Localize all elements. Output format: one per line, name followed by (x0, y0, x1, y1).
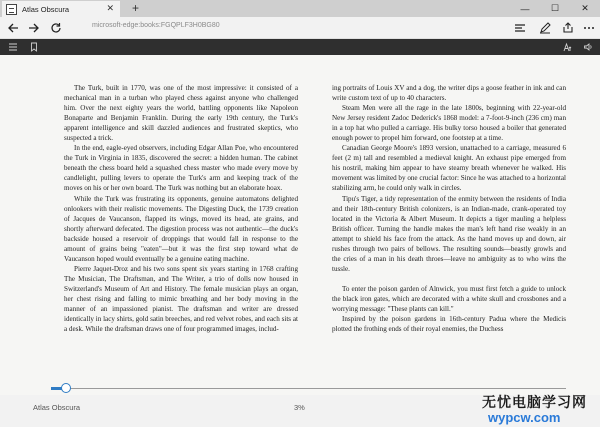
paragraph: Steam Men were all the rage in the late 1800s, beginning with 22-year-old New Jersey resident Zadoc Dederick's 1868 model: a 7-foot-9-inch (236 cm) man in a top hat who pulled a carriage. His bulky torso housed a boiler that generated enough power to propel him forward, one footstep at a time. (332, 104, 566, 143)
bookmark-icon[interactable] (28, 41, 40, 53)
hub-icon[interactable] (512, 20, 528, 36)
refresh-icon[interactable] (48, 20, 64, 36)
progress-slider-thumb[interactable] (61, 383, 71, 393)
paragraph: The Turk, built in 1770, was one of the most impressive: it consisted of a mechanical man in a turban who played chess against anyone who challenged him. Over the next eighty years the world, battling opponents like Napoleon Bonaparte and Benjamin Franklin. During the early 19th century, the Turk's apparent intelligence and skill dazzled audiences and frustrated skeptics, who suspected a trick. (64, 84, 298, 143)
paragraph: ing portraits of Louis XV and a dog, the writer dips a goose feather in ink and can write custom text of up to 40 characters. (332, 84, 566, 103)
paragraph: Tipu's Tiger, a tidy representation of the enmity between the residents of India and their 18th-century British colonizers, is an Indian-made, crank-operated toy located in the Victoria & Albert Museum. It depicts a tiger mauling a helpless British officer. Turning the handle makes the man's left hand rise weakly in an attempt to shield his face from the attack. As the hand moves up and down, air rushes through two pairs of bellows. The resulting sounds—beastly growls and the cries of a man in his death throes—leave no ambiguity as to who wins the tussle. (332, 194, 566, 273)
reader-toolbar (0, 39, 600, 55)
watermark-url: wypcw.com (488, 410, 561, 425)
page-icon (6, 4, 17, 15)
web-note-icon[interactable] (537, 20, 553, 36)
watermark-title: 无忧电脑学习网 (482, 394, 587, 410)
address-bar[interactable]: microsoft-edge:books:FGQPLF3H0BG80 (92, 22, 220, 29)
navigation-bar (0, 17, 600, 39)
paragraph: To enter the poison garden of Alnwick, you must first fetch a guide to unlock the black iron gates, which are decorated with a white skull and crossbones and a worrying message: "These plants can kill." (332, 284, 566, 313)
text-options-icon[interactable] (562, 41, 574, 53)
more-icon[interactable] (581, 20, 597, 36)
right-text-column (332, 83, 566, 334)
paragraph: Pierre Jaquet-Droz and his two sons spent six years starting in 1768 crafting The Musician, The Draftsman, and The Writer, a trio of dolls now housed in Switzerland's Museum of Art and History. The female musician plays an organ, her chest rising and falling to mimic breathing and her body moving in the manner of an impassioned pianist. The draftsman and writer are dressed identically in lacy shirts, gold satin breeches, and red velvet robes, and each sits at a desk. While the draftsman draws one of four programmed images, includ- (64, 264, 298, 334)
book-page (0, 55, 600, 395)
close-window-button[interactable]: ✕ (581, 3, 589, 13)
tab-close-icon[interactable]: ✕ (106, 3, 114, 13)
back-arrow-icon[interactable] (5, 20, 21, 36)
table-of-contents-icon[interactable] (7, 41, 19, 53)
forward-arrow-icon[interactable] (26, 20, 42, 36)
share-icon[interactable] (560, 20, 576, 36)
new-tab-icon[interactable]: + (132, 1, 140, 15)
left-text-column (64, 83, 298, 334)
paragraph: Canadian George Moore's 1893 version, unattached to a carriage, measured 6 feet (2 m) tall and resembled a medieval knight. An exhaust pipe emerged from his nostril, making him appear to have steamy breath whenever he walked. His movement was limited by one crucial factor: Since he was attached to a horizontal stabilizing arm, he could only walk in circles. (332, 144, 566, 193)
browser-tab[interactable] (2, 1, 120, 17)
minimize-button[interactable]: — (520, 3, 530, 14)
maximize-button[interactable]: ☐ (550, 3, 560, 13)
watermark (478, 392, 598, 426)
paragraph: While the Turk was frustrating its opponents, genuine automatons delighted onlookers with their realistic movements. The Digesting Duck, the 1739 creation of Jacques de Vaucanson, flapped its wings, moved its head, ate grains, and shortly afterward defecated. The digestion process was not authentic—the duck's backside housed a reservoir of droppings that would fall in response to the amount of grains being "eaten"—but it was the first step toward what de Vaucanson hoped would eventually be a genuine eating machine. (64, 194, 298, 263)
title-bar (0, 0, 600, 17)
read-aloud-icon[interactable] (582, 41, 594, 53)
paragraph: In the end, eagle-eyed observers, including Edgar Allan Poe, who encountered the Turk in Virginia in 1835, discovered the secret: a hidden human. The cabinet beneath the chess board held a squashed chess master who made every move by candlelight, pulling levers to operate the Turk's arm and keeping track of the moves on his or her own board. The Turk was nothing but an elaborate hoax. (64, 144, 298, 193)
paragraph: Inspired by the poison gardens in 16th-century Padua where the Medicis plotted the frothing ends of their royal enemies, the Duchess (332, 315, 566, 334)
book-title: Atlas Obscura (33, 403, 81, 412)
progress-percent: 3% (294, 403, 305, 412)
tab-title: Atlas Obscura (22, 4, 70, 14)
progress-track[interactable] (51, 388, 566, 389)
